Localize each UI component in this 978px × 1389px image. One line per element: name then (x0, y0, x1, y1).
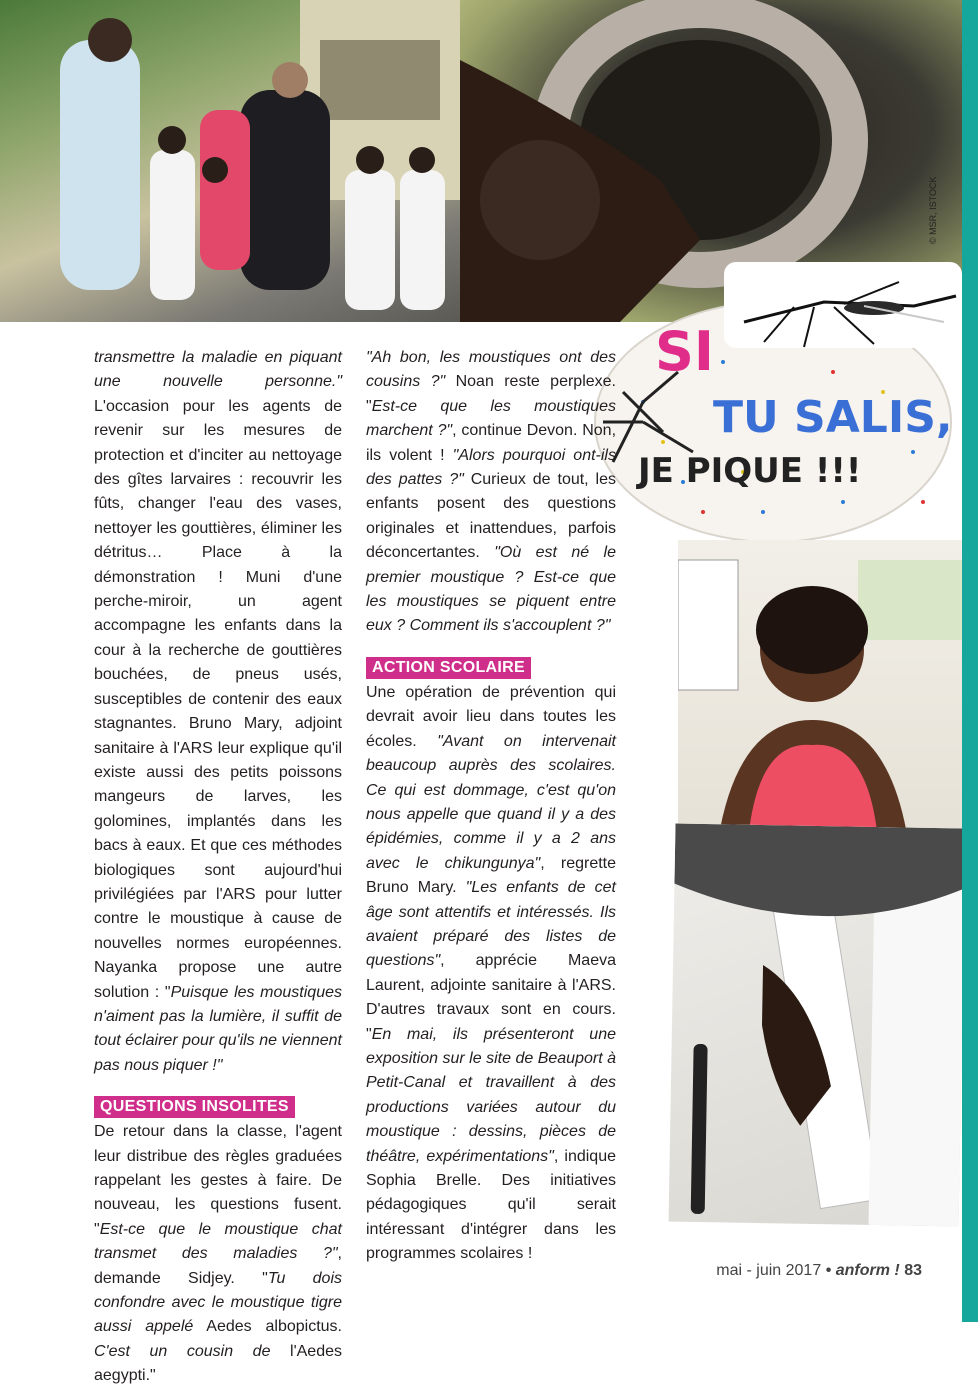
sign-words-je-pique: JE PIQUE !!! (638, 451, 862, 491)
photo-teacher (678, 540, 962, 840)
photo-children-outdoor (0, 0, 460, 322)
footer-bullet: • (825, 1262, 832, 1279)
magazine-name: anform ! (835, 1262, 900, 1279)
ruler-illustration (669, 823, 966, 1226)
paragraph: De retour dans la classe, l'agent leur distribue des règles graduées rappelant les gestes à faire. De nouveau, les questions fusent. "Est-ce que le moustique chat transmet des maladies ?", demande Sidjey. "Tu dois confondre avec le moustique tigre aussi appelé Aedes albopictus. C'est un cousin de l'Aedes aegypti." (94, 1123, 343, 1385)
section-heading-questions-insolites: QUESTIONS INSOLITES (94, 1096, 295, 1118)
photo-ruler (669, 823, 966, 1226)
photo-credit: © MSR, ISTOCK (928, 176, 938, 244)
issue-date: mai - juin 2017 (716, 1262, 822, 1279)
mosquito-icon (724, 262, 962, 348)
article-column-1 (94, 346, 342, 1389)
article-column-2 (366, 346, 616, 1267)
section-heading-action-scolaire: ACTION SCOLAIRE (366, 657, 531, 679)
sign-words-tu-salis: TU SALIS, (713, 392, 953, 443)
paragraph: "Ah bon, les moustiques ont des cousins ?" Noan reste perplexe. "Est-ce que les moustiques marchent ?", continue Devon. Non, ils volent ! "Alors pourquoi ont-ils des pattes ?" Curieux de tout, les enfants posent des questions originales et inattendues, parfois déconcertantes. "Où est né le premier moustique ? Est-ce que les moustiques se piquent entre eux ? Comment ils s'accouplent ?" (366, 349, 617, 635)
page-edge-accent-bar (962, 0, 978, 1322)
page-number: 83 (904, 1262, 922, 1279)
paragraph: Une opération de prévention qui devrait avoir lieu dans toutes les écoles. "Avant on intervenait beaucoup auprès des scolaires. Ce qui est dommage, c'est qu'on nous appelle que quand il y a des épidémies, comme il y a 2 ans avec le chikungunya", regrette Bruno Mary. "Les enfants de cet âge sont attentifs et intéressés. Ils avaient préparé des listes de questions", apprécie Maeva Laurent, adjointe sanitaire à l'ARS. D'autres travaux sont en cours. "En mai, ils présenteront une exposition sur le site de Beauport à Petit-Canal et travaillent à des productions variées autour du moustique : dessins, pièces de théâtre, expérimentations", indique Sophia Brelle. Des initiatives pédagogiques qu'il serait intéressant d'intégrer dans les programmes scolaires ! (366, 683, 617, 1263)
teacher-portrait (678, 540, 962, 840)
mosquito-illustration (724, 262, 962, 348)
page-footer (716, 1262, 922, 1280)
sign-word-si: SI (655, 320, 714, 383)
children-scene-illustration (0, 0, 460, 322)
paragraph: transmettre la maladie en piquant une nouvelle personne." L'occasion pour les agents de revenir sur les mesures de protection et d'inciter au nettoyage des gîtes larvaires : recouvrir les fûts, changer l'eau des vases, nettoyer les gouttières, éliminer les détritus… Place à la démonstration ! Muni d'une perche-miroir, un agent accompagne les enfants dans la cour à la recherche de gouttières bouchées, de pneus usés, susceptibles de contenir des eaux stagnantes. Bruno Mary, adjoint sanitaire à l'ARS leur explique qu'il existe aussi des petits poissons mangeurs de larves, les golomines, implantés dans les bacs à eaux. Et que ces méthodes biologiques sont aujourd'hui privilégiées par l'ARS pour lutter contre le moustique à cause de nouvelles normes européennes. Nayanka propose une autre solution : "Puisque les moustiques n'aiment pas la lumière, il suffit de tout éclairer pour qu'ils ne viennent pas nous piquer !" (94, 349, 342, 1074)
